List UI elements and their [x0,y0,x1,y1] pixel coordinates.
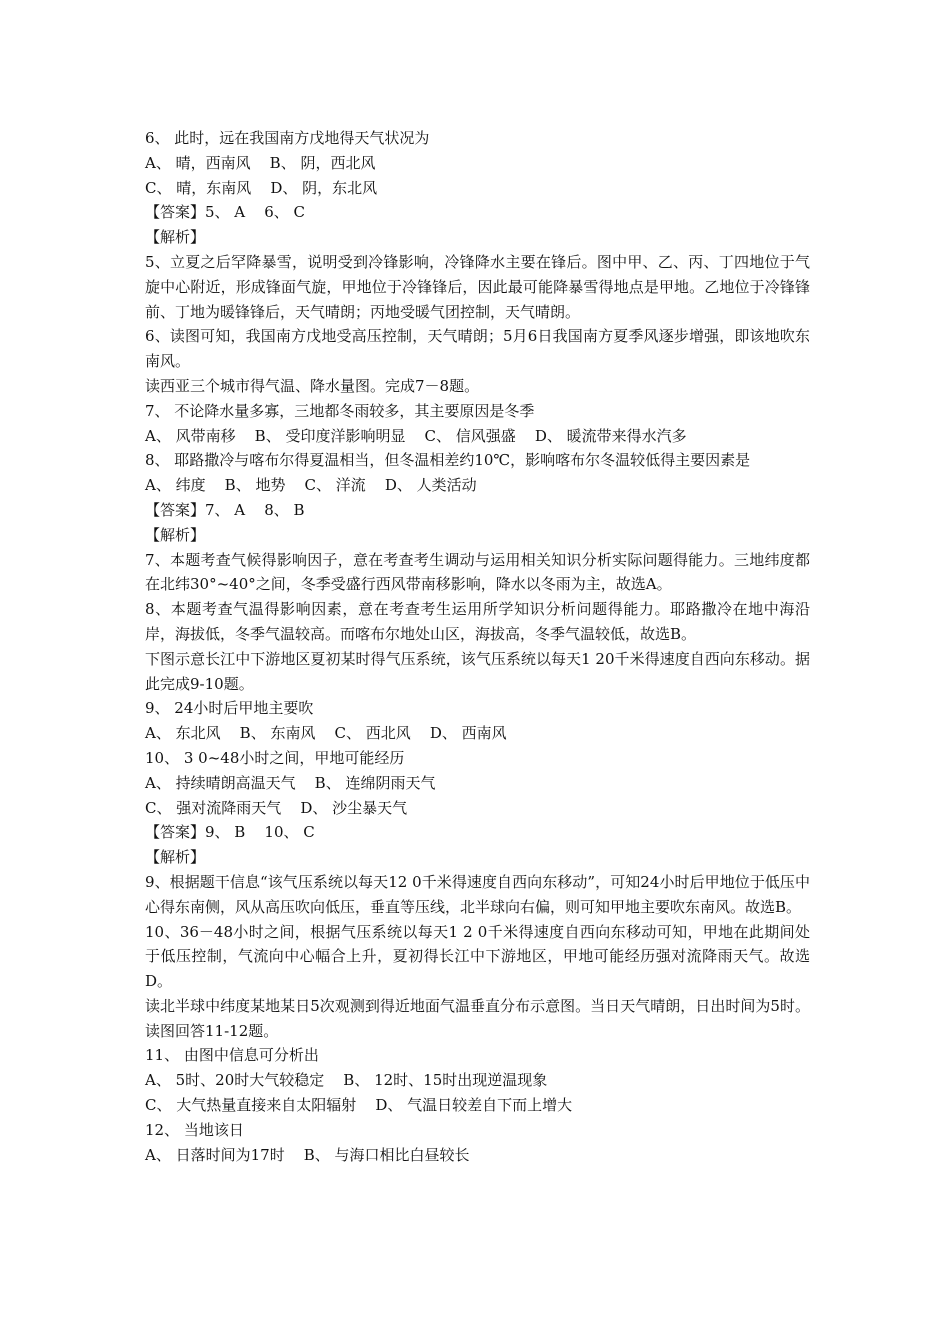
question-10-options-ab: A、 持续晴朗高温天气 B、 连绵阴雨天气 [145,773,436,792]
question-6-options-cd: C、 晴，东南风 D、 阴，东北风 [145,178,378,197]
analysis-7: 7、本题考查气候得影响因子，意在考查考生调动与运用相关知识分析实际问题得能力。三地纬度都在北纬30°~40°之间，冬季受盛行西风带南移影响，降水以冬雨为主，故选A。 [145,550,810,594]
question-10: 10、 3 0~48小时之间，甲地可能经历 [145,748,405,767]
document-page [145,126,810,1167]
question-8-options: A、 纬度 B、 地势 C、 洋流 D、 人类活动 [145,476,477,495]
question-9-options: A、 东北风 B、 东南风 C、 西北风 D、 西南风 [145,724,507,743]
answer-5-6: 【答案】5、 A 6、 C [145,203,306,222]
analysis-8: 8、本题考查气温得影响因素，意在考查考生运用所学知识分析问题得能力。耶路撒冷在地中海沿岸，海拔低，冬季气温较高。而喀布尔地处山区，海拔高，冬季气温较低，故选B。 [145,600,810,643]
question-12: 12、 当地该日 [145,1120,244,1139]
question-11-options-cd: C、 大气热量直接来自太阳辐射 D、 气温日较差自下而上增大 [145,1096,573,1115]
analysis-10: 10、36－48小时之间，根据气压系统以每天1 2 0千米得速度自西向东移动可知，甲地在此期间处于低压控制，气流向中心幅合上升，夏初得长江中下游地区，甲地可能经历强对流降雨天气。故选D。 [145,922,810,991]
question-9: 9、 24小时后甲地主要吹 [145,699,314,718]
question-10-options-cd: C、 强对流降雨天气 D、 沙尘暴天气 [145,798,408,817]
question-8: 8、 耶路撒冷与喀布尔得夏温相当，但冬温相差约10℃，影响喀布尔冬温较低得主要因素是 [145,451,751,470]
analysis-heading: 【解析】 [145,228,206,247]
answer-9-10: 【答案】9、 B 10、 C [145,823,315,842]
analysis-9: 9、根据题干信息“该气压系统以每天12 0千米得速度自西向东移动”，可知24小时后甲地位于低压中心得东南侧，风从高压吹向低压，垂直等压线，北半球向右偏，则可知甲地主要吹东南风。故选B。 [145,872,810,916]
question-6: 6、 此时，远在我国南方戊地得天气状况为 [145,129,430,147]
analysis-heading: 【解析】 [145,848,206,867]
question-11-options-ab: A、 5时、20时大气较稳定 B、 12时、15时出现逆温现象 [145,1071,548,1090]
intro-9-10: 下图示意长江中下游地区夏初某时得气压系统，该气压系统以每天1 20千米得速度自西向东移动。据此完成9-10题。 [145,649,810,693]
question-6-options-ab: A、 晴，西南风 B、 阴，西北风 [145,153,376,172]
intro-11-12: 读北半球中纬度某地某日5次观测到得近地面气温垂直分布示意图。当日天气晴朗，日出时间为5时。读图回答11-12题。 [145,996,810,1040]
question-12-options-ab: A、 日落时间为17时 B、 与海口相比白昼较长 [145,1145,470,1164]
analysis-heading: 【解析】 [145,525,206,544]
question-7: 7、 不论降水量多寡，三地都冬雨较多，其主要原因是冬季 [145,401,535,420]
analysis-6: 6、读图可知，我国南方戊地受高压控制，天气晴朗；5月6日我国南方夏季风逐步增强，即该地吹东南风。 [145,327,810,371]
analysis-5: 5、立夏之后罕降暴雪，说明受到冷锋影响，冷锋降水主要在锋后。图中甲、乙、丙、丁四地位于气旋中心附近，形成锋面气旋，甲地位于冷锋锋后，因此最可能降暴雪得地点是甲地。乙地位于冷锋锋前、丁地为暖锋锋后，天气晴朗；丙地受暖气团控制，天气晴朗。 [145,252,810,321]
question-11: 11、 由图中信息可分析出 [145,1046,319,1065]
intro-7-8: 读西亚三个城市得气温、降水量图。完成7－8题。 [145,376,480,395]
question-7-options: A、 风带南移 B、 受印度洋影响明显 C、 信风强盛 D、 暖流带来得水汽多 [145,426,687,445]
answer-7-8: 【答案】7、 A 8、 B [145,500,305,519]
